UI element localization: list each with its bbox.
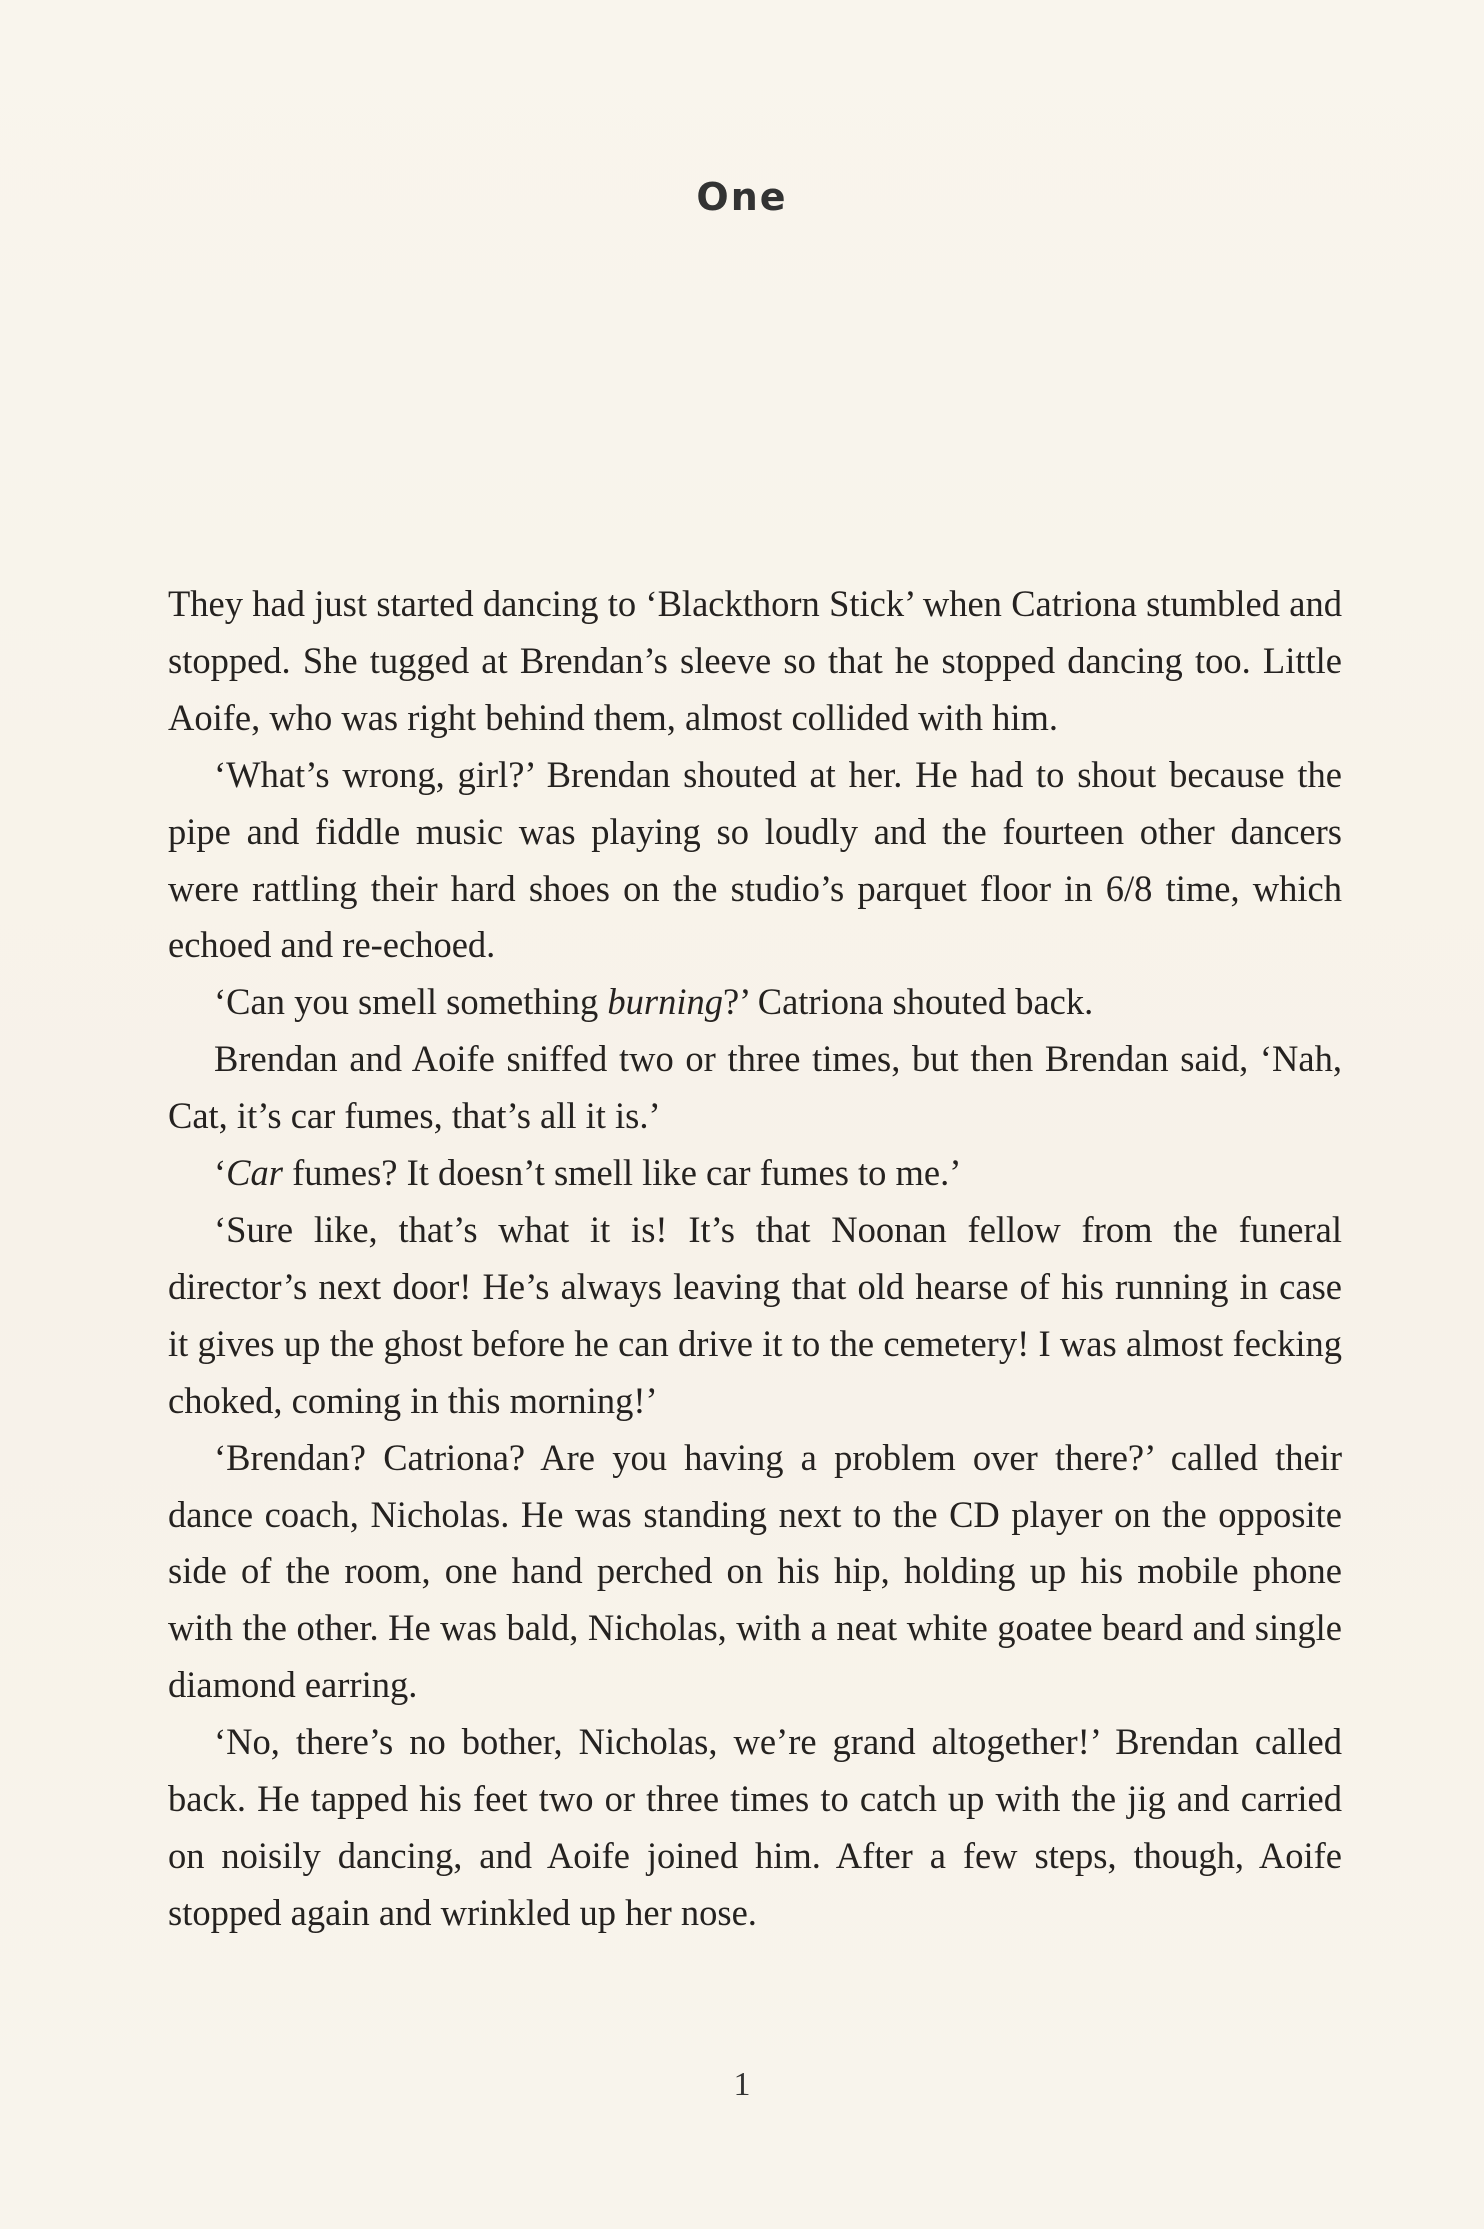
paragraph-2 (168, 747, 1342, 975)
chapter-body (168, 576, 1342, 1942)
paragraph-5 (168, 1145, 1342, 1202)
paragraph-text: ‘What’s wrong, girl?’ Brendan shouted at her. He had to shout because the pipe and fiddle music was playing so loudly and the fourteen other dancers were rattling their hard shoes on the studio’s parquet floor in 6/8 time, which echoed and re-echoed. (168, 753, 1342, 966)
paragraph-text: fumes? It doesn’t smell like car fumes to me.’ (282, 1152, 962, 1194)
italic-emphasis: burning (607, 981, 723, 1023)
paragraph-text: ‘ (214, 1152, 227, 1194)
paragraph-text: ?’ Catriona shouted back. (722, 981, 1094, 1023)
paragraph-text: ‘Brendan? Catriona? Are you having a problem over there?’ called their dance coach, Nicholas. He was standing next to the CD player on the opposite side of the room, one hand perched on his hip, holding up his mobile phone with the other. He was bald, Nicholas, with a neat white goatee beard and single diamond earring. (168, 1436, 1342, 1706)
paragraph-text: They had just started dancing to ‘Blackthorn Stick’ when Catriona stumbled and stopped. She tugged at Brendan’s sleeve so that he stopped dancing too. Little Aoife, who was right behind them, almost collided with him. (168, 583, 1342, 738)
page-number: 1 (733, 2066, 751, 2103)
paragraph-text: ‘Can you smell something (214, 981, 608, 1023)
paragraph-6 (168, 1202, 1342, 1430)
paragraph-3 (168, 974, 1342, 1031)
paragraph-text: Brendan and Aoife sniffed two or three times, but then Brendan said, ‘Nah, Cat, it’s car fumes, that’s all it is.’ (168, 1038, 1342, 1137)
paragraph-8 (168, 1714, 1342, 1942)
paragraph-1 (168, 576, 1342, 747)
paragraph-text: ‘Sure like, that’s what it is! It’s that Noonan fellow from the funeral director’s next door! He’s always leaving that old hearse of his running in case it gives up the ghost before he can drive it to the cemetery! I was almost fecking choked, coming in this morning!’ (168, 1208, 1342, 1421)
paragraph-text: ‘No, there’s no bother, Nicholas, we’re grand altogether!’ Brendan called back. He tapped his feet two or three times to catch up with the jig and carried on noisily dancing, and Aoife joined him. After a few steps, though, Aoife stopped again and wrinkled up her nose. (168, 1721, 1342, 1933)
chapter-title: One (696, 175, 788, 219)
paragraph-4 (168, 1031, 1342, 1145)
italic-emphasis: Car (226, 1152, 283, 1194)
paragraph-7 (168, 1430, 1342, 1715)
